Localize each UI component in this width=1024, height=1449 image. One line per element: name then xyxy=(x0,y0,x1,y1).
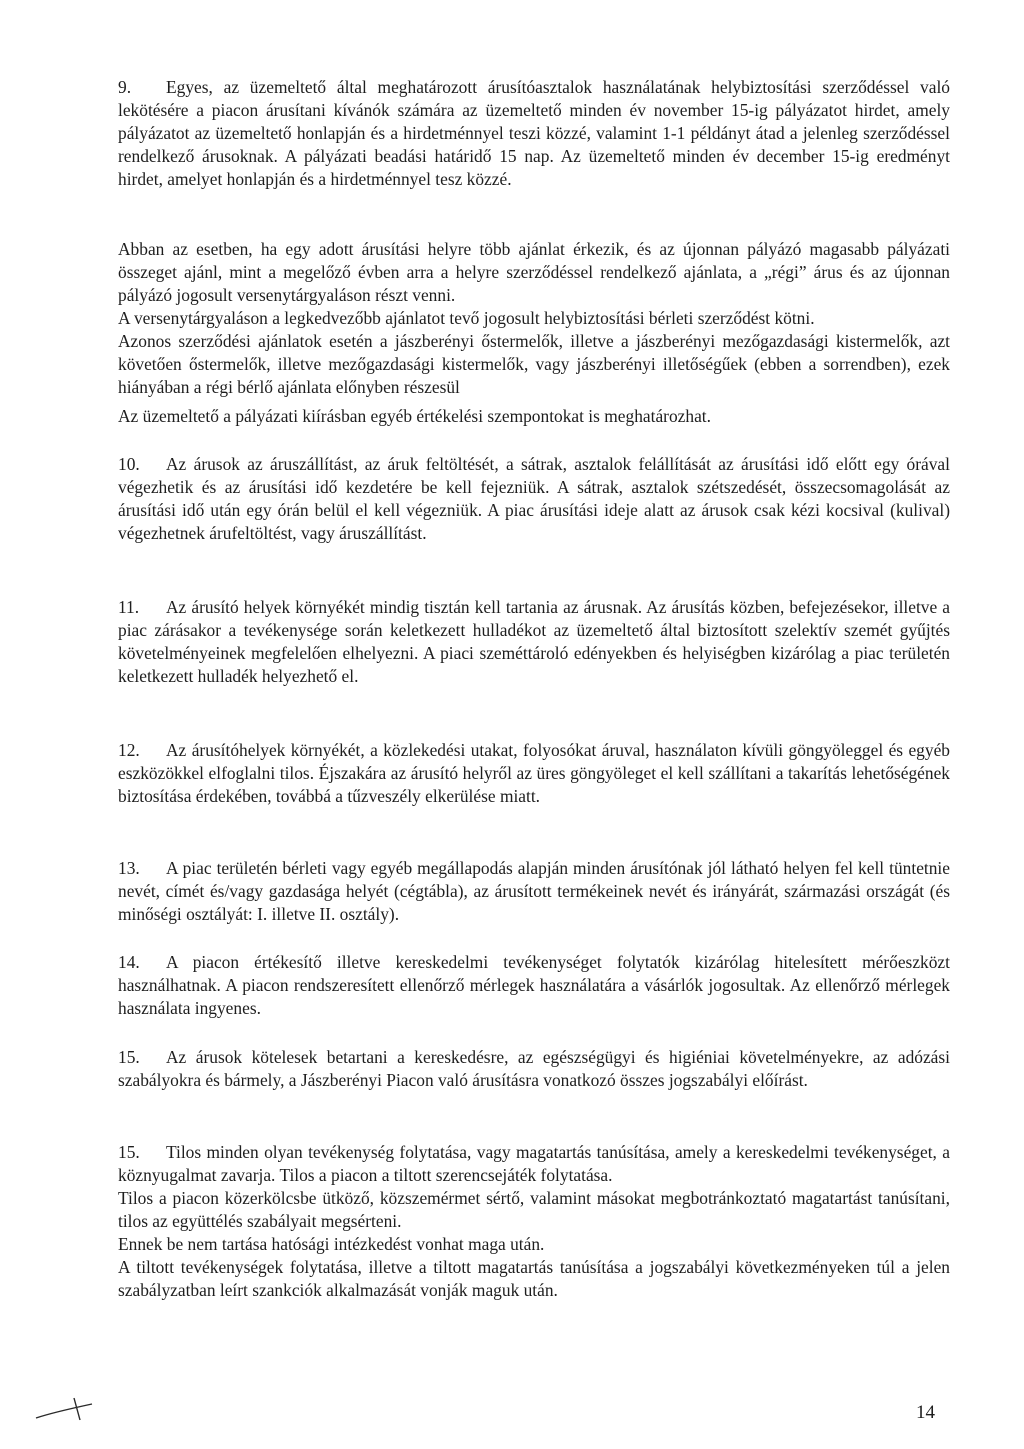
section-number: 15. xyxy=(118,1142,140,1162)
section-text: Az árusok az áruszállítást, az áruk feltöltését, a sátrak, asztalok felállítását az árusítási idő előtt egy órával végezhetik és az árusítási idő kezdetére be kell fejezniük. A sátrak, asztalok szétszedését, összecsomagolását az árusítási idő után egy órán belül el kell végezniük. A piac árusítási ideje alatt az árusok csak kézi kocsival (kulival) végezhetnek árufeltöltést, vagy áruszállítást. xyxy=(118,454,950,543)
section-paragraph xyxy=(118,1141,950,1187)
section-paragraph xyxy=(118,739,950,808)
section-paragraph: Abban az esetben, ha egy adott árusítási helyre több ajánlat érkezik, és az újonnan pályázó magasabb pályázati összeget ajánl, mint a megelőző évben arra a helyre szerződéssel rendelkező ajánlata, a „régi” árus és az újonnan pályázó jogosult versenytárgyaláson részt venni. xyxy=(118,239,950,305)
section-12 xyxy=(118,739,950,808)
section-text: Tilos minden olyan tevékenység folytatása, vagy magatartás tanúsítása, amely a kereskedelmi tevékenységet, a köznyugalmat zavarja. Tilos a piacon a tiltott szerencsejáték folytatása. xyxy=(118,1142,950,1185)
section-number: 12. xyxy=(118,740,140,760)
section-paragraph xyxy=(118,76,950,191)
section-paragraph xyxy=(118,453,950,545)
section-paragraph: A tiltott tevékenységek folytatása, illetve a tiltott magatartás tanúsítása a jogszabályi következményeken túl a jelen szabályzatban leírt szankciók alkalmazását vonják maguk után. xyxy=(118,1257,950,1300)
section-13 xyxy=(118,857,950,926)
section-15-second xyxy=(118,1141,950,1302)
section-10 xyxy=(118,453,950,545)
section-paragraph: Ennek be nem tartása hatósági intézkedést vonhat maga után. xyxy=(118,1234,545,1254)
section-text: Egyes, az üzemeltető által meghatározott árusítóasztalok használatának helybiztosítási szerződéssel való lekötésére a piacon árusítani kívánók számára az üzemeltető minden év november 15-ig pályázatot hirdet, amely pályázatot az üzemeltető honlapján és a hirdetménnyel teszi közzé, valamint 1-1 példányt átad a jelenleg szerződéssel rendelkező árusoknak. A pályázati beadási határidő 15 nap. Az üzemeltető minden év december 15-ig eredményt hirdet, amelyet honlapján és a hirdetménnyel tesz közzé. xyxy=(118,77,950,189)
section-number: 15. xyxy=(118,1047,140,1067)
section-number: 11. xyxy=(118,597,140,617)
section-paragraph: A versenytárgyaláson a legkedvezőbb ajánlatot tevő jogosult helybiztosítási bérleti szerződést kötni. xyxy=(118,308,815,328)
section-15 xyxy=(118,1046,950,1092)
section-paragraph: Az üzemeltető a pályázati kiírásban egyéb értékelési szempontokat is meghatározhat. xyxy=(118,406,711,426)
section-14 xyxy=(118,951,950,1020)
initials-signature-mark xyxy=(34,1394,94,1422)
section-paragraph xyxy=(118,1046,950,1092)
section-number: 10. xyxy=(118,454,140,474)
page-number: 14 xyxy=(916,1402,935,1423)
section-paragraph xyxy=(118,857,950,926)
section-text: Az árusítóhelyek környékét, a közlekedési utakat, folyosókat áruval, használaton kívüli göngyöleggel és egyéb eszközökkel elfoglalni tilos. Éjszakára az árusító helyről az üres göngyöleget el kell szállítani a takarítás lehetőségének biztosítása érdekében, továbbá a tűzveszély elkerülése miatt. xyxy=(118,740,950,806)
section-number: 13. xyxy=(118,858,140,878)
section-paragraph xyxy=(118,596,950,688)
section-number: 14. xyxy=(118,952,140,972)
section-paragraph: Tilos a piacon közerkölcsbe ütköző, közszemérmet sértő, valamint másokat megbotránkoztató magatartást tanúsítani, tilos az együttélés szabályait megsérteni. xyxy=(118,1188,950,1231)
section-9-continuation xyxy=(118,238,950,428)
section-paragraph: Azonos szerződési ajánlatok esetén a jászberényi őstermelők, illetve a jászberényi mezőgazdasági kistermelők, azt követően őstermelők, illetve mezőgazdasági kistermelők, vagy jászberényi illetőségűek (ebben a sorrendben), ezek hiányában a régi bérlő ajánlata előnyben részesül xyxy=(118,331,950,397)
section-11 xyxy=(118,596,950,688)
section-paragraph xyxy=(118,951,950,1020)
section-text: Az árusok kötelesek betartani a kereskedésre, az egészségügyi és higiéniai követelményekre, az adózási szabályokra és bármely, a Jászberényi Piacon való árusításra vonatkozó összes jogszabályi előírást. xyxy=(118,1047,950,1090)
section-text: A piacon értékesítő illetve kereskedelmi tevékenységet folytatók kizárólag hitelesített mérőeszközt használhatnak. A piacon rendszeresített ellenőrző mérlegek használatára a vásárlók jogosultak. Az ellenőrző mérlegek használata ingyenes. xyxy=(118,952,950,1018)
section-text: Az árusító helyek környékét mindig tisztán kell tartania az árusnak. Az árusítás közben, befejezésekor, illetve a piac zárásakor a tevékenysége során keletkezett hulladékot az üzemeltető által biztosított szelektív szemét gyűjtés követelményeinek megfelelően elhelyezni. A piaci szeméttároló edényekben és helyiségben kizárólag a piac területén keletkezett hulladék helyezhető el. xyxy=(118,597,950,686)
section-9 xyxy=(118,76,950,191)
section-text: A piac területén bérleti vagy egyéb megállapodás alapján minden árusítónak jól látható helyen fel kell tüntetnie nevét, címét és/vagy gazdasága helyét (cégtábla), az árusított termékeinek nevét és irányárát, származási országát (és minőségi osztályát: I. illetve II. osztály). xyxy=(118,858,950,924)
section-number: 9. xyxy=(118,77,132,97)
